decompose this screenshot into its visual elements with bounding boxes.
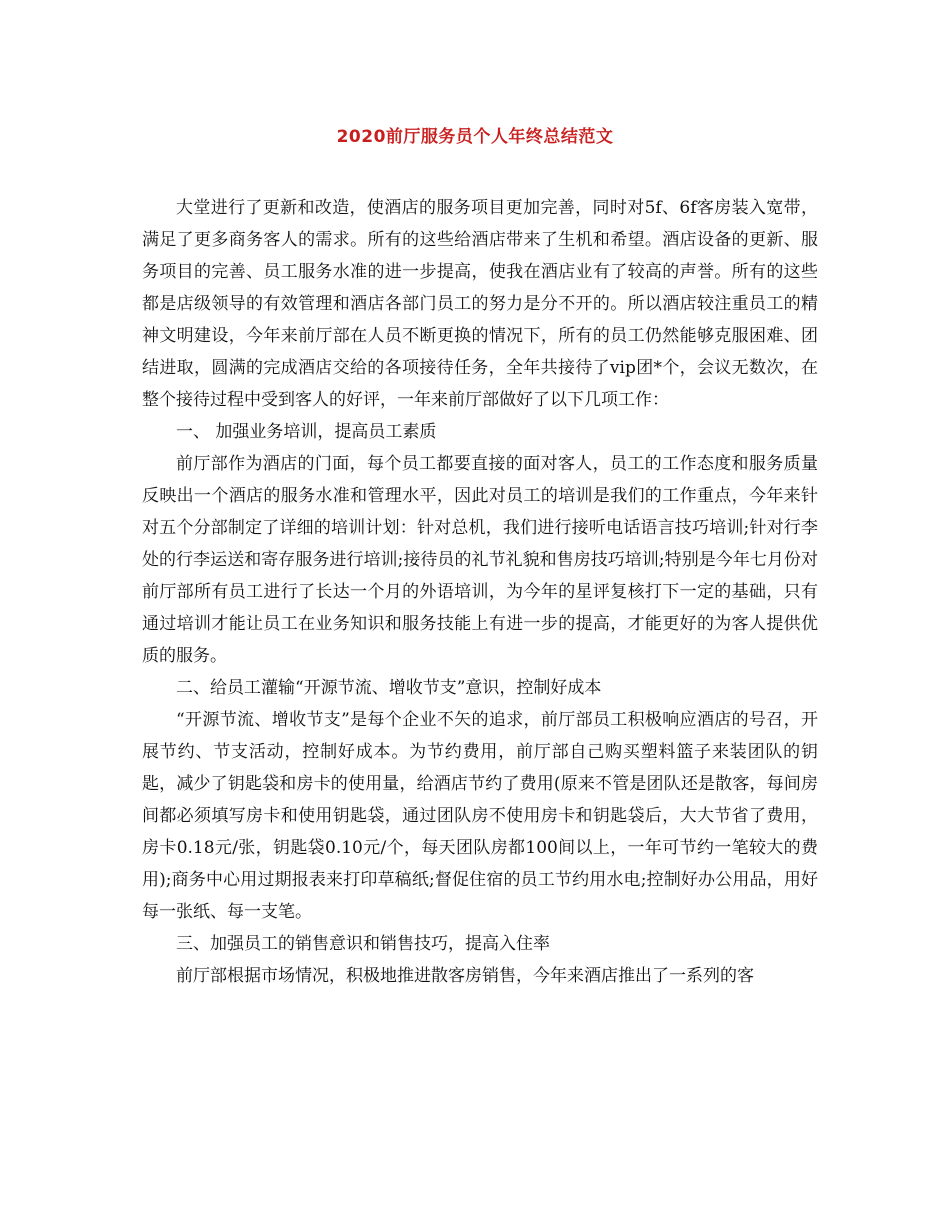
paragraph-sales: 前厅部根据市场情况，积极地推进散客房销售，今年来酒店推出了一系列的客 xyxy=(176,966,754,986)
section-heading-1: 一、 加强业务培训，提高员工素质 xyxy=(176,422,437,442)
section-heading-2: 二、给员工灌输“开源节流、增收节支”意识，控制好成本 xyxy=(176,678,602,698)
document-body xyxy=(142,192,818,992)
paragraph-intro: 大堂进行了更新和改造，使酒店的服务项目更加完善，同时对5f、6f客房装入宽带，满足了更多商务客人的需求。所有的这些给酒店带来了生机和希望。酒店设备的更新、服务项目的完善、员工服务水准的进一步提高，使我在酒店业有了较高的声誉。所有的这些都是店级领导的有效管理和酒店各部门员工的努力是分不开的。所以酒店较注重员工的精神文明建设，今年来前厅部在人员不断更换的情况下，所有的员工仍然能够克服困难、团结进取，圆满的完成酒店交给的各项接待任务，全年共接待了vip团*个，会议无数次，在整个接待过程中受到客人的好评，一年来前厅部做好了以下几项工作： xyxy=(142,198,818,410)
section-heading-3: 三、加强员工的销售意识和销售技巧，提高入住率 xyxy=(176,934,550,954)
paragraph-cost-control: “开源节流、增收节支”是每个企业不矢的追求，前厅部员工积极响应酒店的号召，开展节约、节支活动，控制好成本。为节约费用，前厅部自己购买塑料篮子来装团队的钥匙，减少了钥匙袋和房卡的使用量，给酒店节约了费用(原来不管是团队还是散客，每间房间都必须填写房卡和使用钥匙袋，通过团队房不使用房卡和钥匙袋后，大大节省了费用，房卡0.18元/张，钥匙袋0.10元/个，每天团队房都100间以上，一年可节约一笔较大的费用);商务中心用过期报表来打印草稿纸;督促住宿的员工节约用水电;控制好办公用品，用好每一张纸、每一支笔。 xyxy=(142,710,818,922)
paragraph-training: 前厅部作为酒店的门面，每个员工都要直接的面对客人，员工的工作态度和服务质量反映出一个酒店的服务水准和管理水平，因此对员工的培训是我们的工作重点，今年来针对五个分部制定了详细的培训计划：针对总机，我们进行接听电话语言技巧培训;针对行李处的行李运送和寄存服务进行培训;接待员的礼节礼貌和售房技巧培训;特别是今年七月份对前厅部所有员工进行了长达一个月的外语培训，为今年的星评复核打下一定的基础，只有通过培训才能让员工在业务知识和服务技能上有进一步的提高，才能更好的为客人提供优质的服务。 xyxy=(142,454,818,666)
document-title: 2020前厅服务员个人年终总结范文 xyxy=(336,127,614,147)
